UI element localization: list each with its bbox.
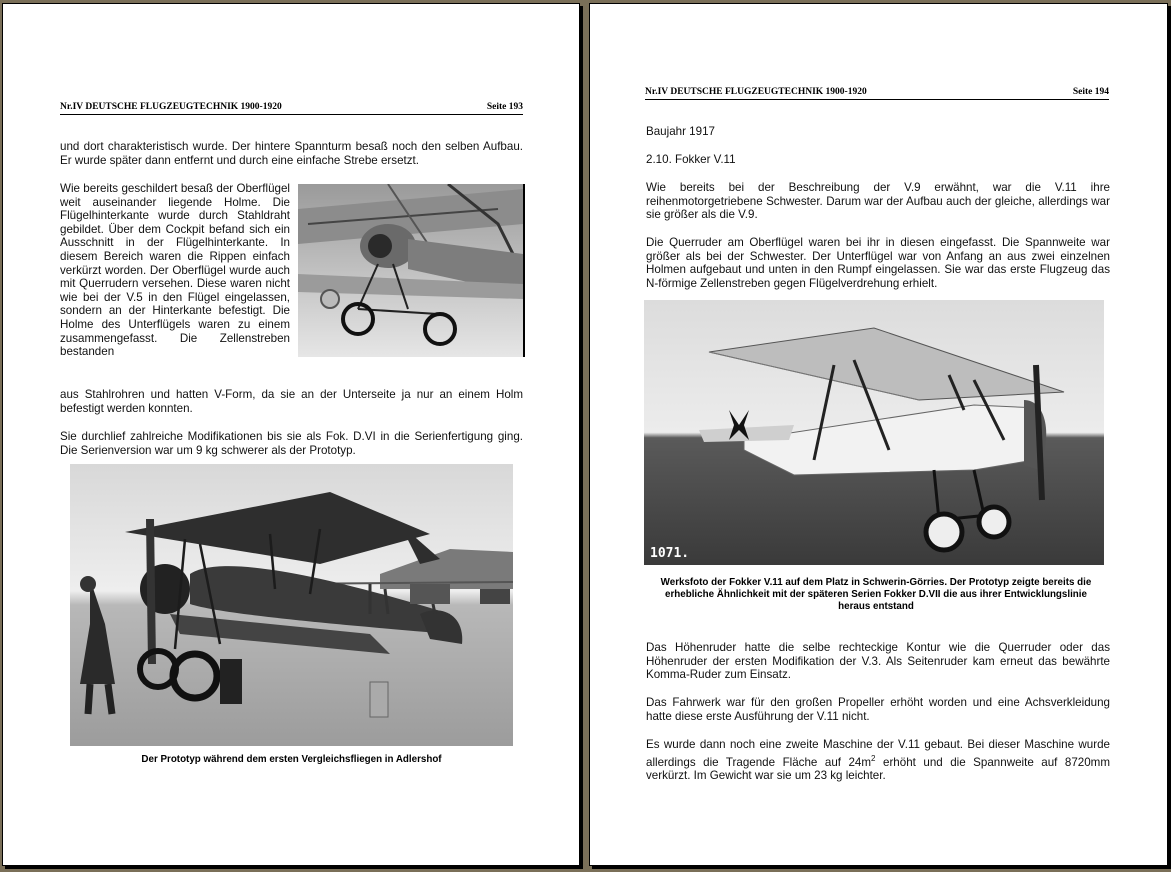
hangar-photo xyxy=(298,184,525,357)
section-title: 2.10. Fokker V.11 xyxy=(646,153,736,166)
paragraph: Die Querruder am Oberflügel waren bei ihr in diesen eingefasst. Die Spannweite war größer als bei der Schwester. Der Unterflügel war von Anfang an aus zwei einzelnen Holmen aufgebaut und unten in den Rumpf eingelassen. Sie war das erste Flugzeug das N-förmige Zellenstreben gegen Flügelverdrehung erhielt. xyxy=(646,236,1110,290)
header-title: Nr.IV DEUTSCHE FLUGZEUGTECHNIK 1900-1920 xyxy=(645,87,867,97)
year-line: Baujahr 1917 xyxy=(646,125,715,138)
page-header xyxy=(645,85,1109,100)
paragraph-part: erhöht und die Spannweite auf 8720mm verkürzt. Im Gewicht war sie um 23 kg leichter. xyxy=(646,755,1110,783)
paragraph: Das Fahrwerk war für den großen Propeller erhöht worden und eine Achsverkleidung hatte diese erste Ausführung der V.11 nicht. xyxy=(646,696,1110,723)
header-page-number: Seite 193 xyxy=(486,102,523,112)
paragraph: Wie bereits geschildert besaß der Oberflügel weit auseinander liegende Holme. Die Flügelhinterkante wurde durch Stahldraht gebildet. Über dem Cockpit befand sich ein Ausschnitt in der Flügelhinterkante. In diesem Bereich waren die Rippen einfach verkürzt worden. Der Oberflügel wurde auch mit Querrudern versehen. Diese waren nicht wie bei der V.5 in den Flügel eingelassen, sondern an der Hinterkante befestigt. Die Holme des Unterflügels waren zu einem zusammengefasst. Die Zellenstreben bestanden xyxy=(60,182,290,359)
right-page xyxy=(589,3,1168,866)
photo-mark: 1071. xyxy=(650,546,690,561)
photo-caption: Werksfoto der Fokker V.11 auf dem Platz in Schwerin-Görries. Der Prototyp zeigte bereits die erhebliche Ähnlichkeit mit der späteren Serien Fokker D.VII die aus ihrer Entwicklungslinie heraus entstand xyxy=(660,577,1092,613)
paragraph-part: Es wurde dann noch eine zweite Maschine der V.11 gebaut. Bei dieser Maschine wurde allerdings die Tragende Fläche auf 24m xyxy=(646,738,1110,769)
superscript: 2 xyxy=(871,753,876,763)
paragraph: aus Stahlrohren und hatten V-Form, da sie an der Unterseite ja nur an einem Holm befestigt werden konnten. xyxy=(60,388,523,415)
paragraph: Sie durchlief zahlreiche Modifikationen bis sie als Fok. D.VI in die Serienfertigung ging. Die Serienversion war um 9 kg schwerer als der Prototyp. xyxy=(60,430,523,457)
left-page xyxy=(2,3,580,866)
photo-caption: Der Prototyp während dem ersten Vergleichsfliegen in Adlershof xyxy=(141,754,442,765)
header-page-number: Seite 194 xyxy=(1072,87,1109,97)
prototype-photo xyxy=(70,464,513,746)
paragraph: Das Höhenruder hatte die selbe rechteckige Kontur wie die Querruder oder das Höhenruder der ersten Modifikation der V.3. Als Seitenruder kam erneut das bewährte Komma-Ruder zum Einsatz. xyxy=(646,641,1110,682)
paragraph: und dort charakteristisch wurde. Der hintere Spannturm besaß noch den selben Aufbau. Er wurde später dann entfernt und durch eine einfache Strebe ersetzt. xyxy=(60,140,523,167)
paragraph: Wie bereits bei der Beschreibung der V.9 erwähnt, war die V.11 ihre reihenmotorgetriebene Schwester. Darum war der Aufbau auch der gleiche, allerdings war sie größer als die V.9. xyxy=(646,181,1110,222)
paragraph xyxy=(646,738,1110,783)
fokker-v11-photo xyxy=(644,300,1104,565)
page-header xyxy=(60,100,523,115)
header-title: Nr.IV DEUTSCHE FLUGZEUGTECHNIK 1900-1920 xyxy=(60,102,282,112)
